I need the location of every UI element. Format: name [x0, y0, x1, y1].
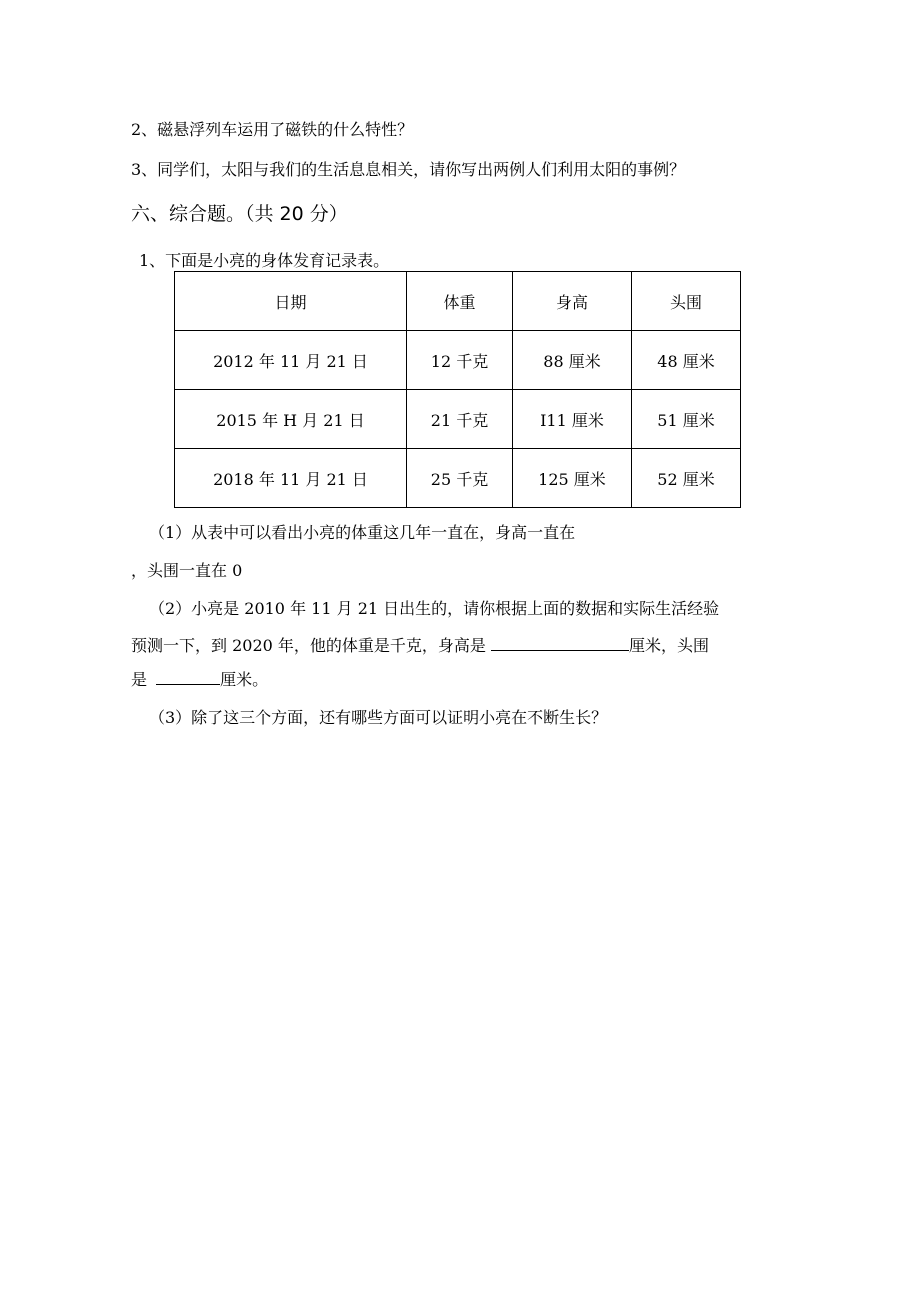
head-circumference-answer-blank[interactable]: [156, 668, 220, 685]
table-row: [175, 331, 741, 390]
cell-weight: 21 千克: [407, 390, 513, 449]
question-2-text: 2、磁悬浮列车运用了磁铁的什么特性？: [131, 120, 414, 139]
sub-question-1-line-1: （1）从表中可以看出小亮的体重这几年一直在，身高一直在: [149, 523, 576, 542]
sub-question-3: （3）除了这三个方面，还有哪些方面可以证明小亮在不断生长？: [149, 708, 608, 727]
question-1-intro: 1、下面是小亮的身体发育记录表。: [139, 251, 390, 270]
cell-date: 2018 年 11 月 21 日: [175, 449, 407, 508]
cell-weight: 25 千克: [407, 449, 513, 508]
header-date: 日期: [175, 272, 407, 331]
sub-question-2-line-3: [131, 668, 268, 691]
cell-height: 125 厘米: [513, 449, 632, 508]
cell-height: 88 厘米: [513, 331, 632, 390]
header-height: 身高: [513, 272, 632, 331]
sub-question-2-line-3-text: 是: [131, 670, 148, 689]
sub-question-1-line-2: ，头围一直在 0: [131, 561, 243, 580]
cell-height: I11 厘米: [513, 390, 632, 449]
header-head-circumference: 头围: [632, 272, 741, 331]
table-header-row: [175, 272, 741, 331]
sub-question-2-line-3-unit: 厘米。: [220, 670, 269, 689]
cell-head-circumference: 51 厘米: [632, 390, 741, 449]
sub-question-2-line-2-unit: 厘米，头围: [629, 636, 710, 655]
growth-record-table: [174, 271, 741, 508]
cell-head-circumference: 52 厘米: [632, 449, 741, 508]
cell-date: 2012 年 11 月 21 日: [175, 331, 407, 390]
section-six-title: 六、综合题。（共 20 分）: [131, 203, 348, 225]
sub-question-2-line-1: （2）小亮是 2010 年 11 月 21 日出生的，请你根据上面的数据和实际生活经验: [149, 599, 720, 618]
height-answer-blank[interactable]: [491, 634, 629, 651]
sub-question-2-line-2: [131, 634, 709, 657]
question-3-text: 3、同学们，太阳与我们的生活息息相关，请你写出两例人们利用太阳的事例？: [131, 160, 686, 179]
header-weight: 体重: [407, 272, 513, 331]
table-row: [175, 390, 741, 449]
cell-date: 2015 年 H 月 21 日: [175, 390, 407, 449]
cell-head-circumference: 48 厘米: [632, 331, 741, 390]
cell-weight: 12 千克: [407, 331, 513, 390]
sub-question-2-line-2-text: 预测一下，到 2020 年，他的体重是千克，身高是: [131, 636, 486, 655]
table-row: [175, 449, 741, 508]
